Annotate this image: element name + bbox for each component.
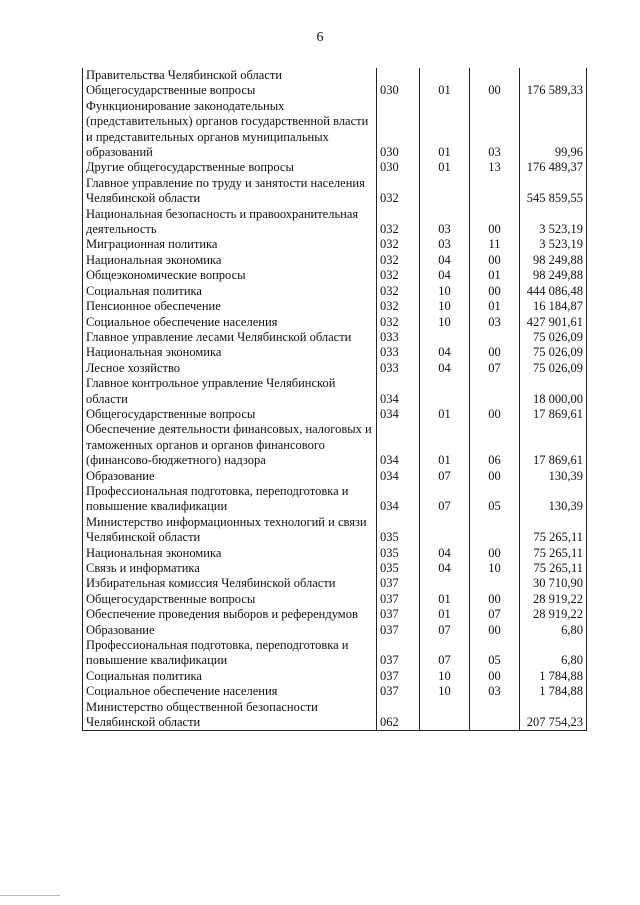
row-amount: 75 265,11 [520,515,587,546]
row-code: 035 [377,546,420,561]
row-amount: 75 265,11 [520,546,587,561]
row-amount: 17 869,61 [520,407,587,422]
table-row [83,623,587,638]
row-subsection: 01 [470,268,520,283]
row-name: Социальное обеспечение населения [83,315,377,330]
row-subsection: 01 [470,299,520,314]
row-section: 04 [420,361,470,376]
row-code: 037 [377,592,420,607]
row-section: 01 [420,407,470,422]
row-amount: 75 265,11 [520,561,587,576]
row-code: 032 [377,207,420,238]
row-name: Профессиональная подготовка, переподготовка и повышение квалификации [83,484,377,515]
row-subsection [470,330,520,345]
table-row [83,592,587,607]
row-section: 01 [420,607,470,622]
table-row [83,345,587,360]
table-row [83,176,587,207]
table-row [83,638,587,669]
row-subsection [470,576,520,591]
row-subsection: 00 [470,669,520,684]
row-subsection: 07 [470,361,520,376]
row-subsection: 00 [470,623,520,638]
row-section: 10 [420,315,470,330]
row-section [420,176,470,207]
row-subsection: 06 [470,422,520,468]
row-name: Другие общегосударственные вопросы [83,160,377,175]
row-code: 032 [377,253,420,268]
row-amount: 30 710,90 [520,576,587,591]
row-section [420,68,470,83]
row-subsection: 05 [470,484,520,515]
row-subsection: 00 [470,253,520,268]
row-name: Социальная политика [83,669,377,684]
row-subsection: 00 [470,469,520,484]
row-code: 037 [377,638,420,669]
row-subsection [470,515,520,546]
page-number: 6 [316,30,324,45]
row-name: Общегосударственные вопросы [83,592,377,607]
row-subsection: 00 [470,592,520,607]
row-code: 035 [377,515,420,546]
row-subsection: 00 [470,207,520,238]
row-amount: 176 589,33 [520,83,587,98]
row-section: 01 [420,160,470,175]
row-code: 034 [377,407,420,422]
table-row [83,684,587,699]
table-row [83,68,587,83]
table-row [83,469,587,484]
row-amount: 6,80 [520,638,587,669]
row-code: 037 [377,623,420,638]
row-section: 10 [420,669,470,684]
row-amount: 176 489,37 [520,160,587,175]
table-row [83,515,587,546]
row-name: Главное контрольное управление Челябинской области [83,376,377,407]
row-name: Обеспечение проведения выборов и референдумов [83,607,377,622]
row-code: 033 [377,330,420,345]
row-code: 032 [377,299,420,314]
row-code: 034 [377,484,420,515]
row-section: 10 [420,284,470,299]
row-section: 03 [420,207,470,238]
row-name: Национальная безопасность и правоохранительная деятельность [83,207,377,238]
table-row [83,407,587,422]
table-row [83,700,587,731]
row-name: Обеспечение деятельности финансовых, налоговых и таможенных органов и органов финансового (финансово-бюджетного) надзора [83,422,377,468]
row-name: Главное управление лесами Челябинской области [83,330,377,345]
table-row [83,99,587,161]
row-code: 032 [377,176,420,207]
row-amount [520,68,587,83]
row-amount: 207 754,23 [520,700,587,731]
row-code: 030 [377,99,420,161]
table-row [83,376,587,407]
row-section [420,700,470,731]
table-row [83,422,587,468]
row-section: 01 [420,422,470,468]
row-amount: 98 249,88 [520,268,587,283]
row-name: Общегосударственные вопросы [83,407,377,422]
row-subsection: 00 [470,83,520,98]
row-section [420,330,470,345]
budget-table [82,68,587,731]
row-code: 037 [377,607,420,622]
row-subsection [470,68,520,83]
row-section: 01 [420,592,470,607]
row-code: 034 [377,376,420,407]
row-code: 037 [377,669,420,684]
table-row [83,207,587,238]
row-name: Образование [83,469,377,484]
row-amount: 130,39 [520,469,587,484]
row-subsection: 13 [470,160,520,175]
row-amount: 75 026,09 [520,361,587,376]
table-row [83,361,587,376]
row-code: 034 [377,469,420,484]
table-row [83,607,587,622]
table-row [83,315,587,330]
row-amount: 18 000,00 [520,376,587,407]
row-amount: 130,39 [520,484,587,515]
row-name: Национальная экономика [83,345,377,360]
row-name: Лесное хозяйство [83,361,377,376]
page-edge-line [0,895,60,896]
row-section: 10 [420,684,470,699]
row-amount: 75 026,09 [520,330,587,345]
row-amount: 28 919,22 [520,592,587,607]
row-amount: 75 026,09 [520,345,587,360]
row-section: 07 [420,484,470,515]
row-section [420,515,470,546]
row-section: 04 [420,345,470,360]
row-amount: 28 919,22 [520,607,587,622]
row-amount: 16 184,87 [520,299,587,314]
row-amount: 17 869,61 [520,422,587,468]
table-row [83,546,587,561]
row-name: Связь и информатика [83,561,377,576]
row-name: Общеэкономические вопросы [83,268,377,283]
row-amount: 3 523,19 [520,237,587,252]
row-amount: 427 901,61 [520,315,587,330]
row-name: Социальное обеспечение населения [83,684,377,699]
row-name: Профессиональная подготовка, переподготовка и повышение квалификации [83,638,377,669]
table-row [83,299,587,314]
row-code: 033 [377,345,420,360]
row-name: Национальная экономика [83,546,377,561]
row-name: Избирательная комиссия Челябинской области [83,576,377,591]
row-code: 032 [377,315,420,330]
row-code: 030 [377,83,420,98]
row-code [377,68,420,83]
budget-table-body [83,68,587,731]
row-code: 032 [377,284,420,299]
row-name: Пенсионное обеспечение [83,299,377,314]
row-subsection: 03 [470,315,520,330]
row-code: 032 [377,268,420,283]
row-amount: 3 523,19 [520,207,587,238]
row-subsection: 03 [470,99,520,161]
row-section: 01 [420,99,470,161]
row-subsection: 11 [470,237,520,252]
row-name: Социальная политика [83,284,377,299]
row-name: Правительства Челябинской области [83,68,377,83]
row-name: Образование [83,623,377,638]
table-row [83,576,587,591]
row-section: 04 [420,253,470,268]
row-code: 062 [377,700,420,731]
table-row [83,253,587,268]
row-section: 01 [420,83,470,98]
row-section: 04 [420,561,470,576]
row-name: Министерство общественной безопасности Челябинской области [83,700,377,731]
row-section: 04 [420,268,470,283]
table-row [83,237,587,252]
row-code: 034 [377,422,420,468]
row-subsection [470,700,520,731]
row-subsection: 07 [470,607,520,622]
row-name: Функционирование законодательных (представительных) органов государственной власти и представительных органов муниципальных образований [83,99,377,161]
row-amount: 444 086,48 [520,284,587,299]
row-section: 07 [420,623,470,638]
row-amount: 1 784,88 [520,684,587,699]
table-row [83,669,587,684]
row-subsection: 10 [470,561,520,576]
row-code: 037 [377,684,420,699]
row-amount: 99,96 [520,99,587,161]
row-section [420,576,470,591]
row-subsection: 00 [470,407,520,422]
row-name: Главное управление по труду и занятости населения Челябинской области [83,176,377,207]
row-section: 10 [420,299,470,314]
row-subsection [470,176,520,207]
row-subsection: 00 [470,345,520,360]
row-section: 04 [420,546,470,561]
table-row [83,330,587,345]
table-row [83,484,587,515]
row-section: 03 [420,237,470,252]
row-code: 035 [377,561,420,576]
row-amount: 1 784,88 [520,669,587,684]
row-amount: 98 249,88 [520,253,587,268]
table-row [83,83,587,98]
row-section [420,376,470,407]
row-subsection [470,376,520,407]
row-code: 037 [377,576,420,591]
row-section: 07 [420,469,470,484]
table-row [83,268,587,283]
table-row [83,561,587,576]
row-code: 033 [377,361,420,376]
row-name: Миграционная политика [83,237,377,252]
row-amount: 6,80 [520,623,587,638]
row-name: Общегосударственные вопросы [83,83,377,98]
row-amount: 545 859,55 [520,176,587,207]
row-subsection: 03 [470,684,520,699]
row-name: Министерство информационных технологий и связи Челябинской области [83,515,377,546]
row-name: Национальная экономика [83,253,377,268]
row-subsection: 05 [470,638,520,669]
row-code: 030 [377,160,420,175]
row-subsection: 00 [470,284,520,299]
table-row [83,284,587,299]
row-code: 032 [377,237,420,252]
row-subsection: 00 [470,546,520,561]
row-section: 07 [420,638,470,669]
table-row [83,160,587,175]
